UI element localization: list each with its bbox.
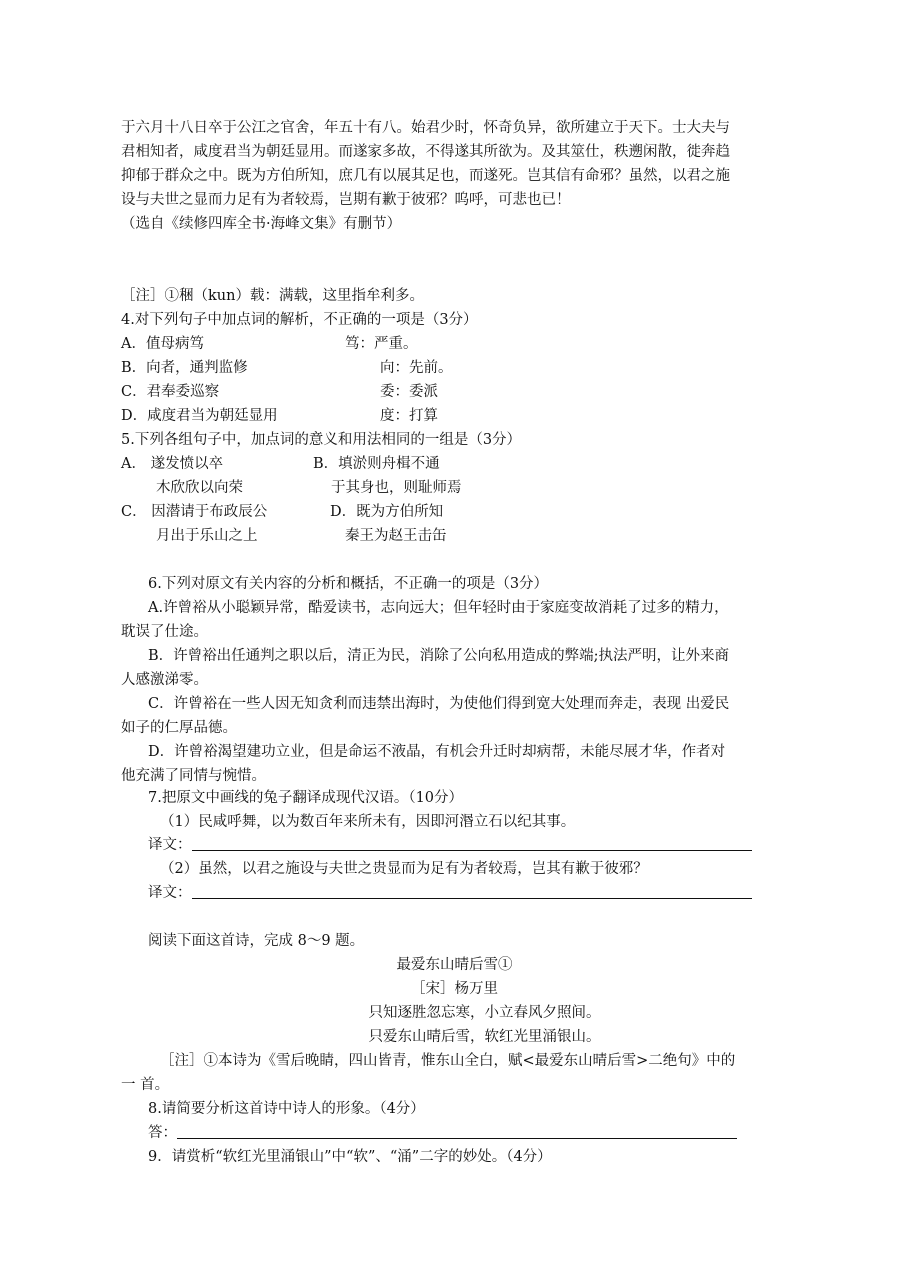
q8-answer-line[interactable]: [177, 1124, 737, 1139]
poem-note-cont: 一 首。: [121, 1077, 170, 1093]
q5-option-a-line2: 木欣欣以向荣: [156, 480, 243, 496]
q5-option-c-line1: C． 因潜请于布政辰公: [121, 504, 268, 520]
poem-title: 最爱东山晴后雪①: [396, 957, 513, 973]
q4-option-a-gloss: 笃：严重。: [345, 336, 418, 352]
passage-line: 君相知者，咸度君当为朝廷显用。而遂家多故，不得遂其所欲为。及其筮仕，秩遡闲散，徙奔趋: [121, 144, 730, 160]
question-9-stem: 9．请赏析“软红光里涌银山”中“软”、“涌”二字的妙处。（4分）: [148, 1149, 552, 1165]
q4-option-d: D．咸度君当为朝廷显用: [121, 408, 278, 424]
q7-answer-1-label: 译文：: [148, 837, 192, 853]
q7-answer-2: [148, 882, 752, 904]
q6-option-b-cont: 人感激涕零。: [121, 672, 208, 688]
q6-option-c: C．许曾裕在一些人因无知贪利而违禁出海时，为使他们得到宽大处理而奔走，表现 出爱民: [148, 696, 730, 712]
q7-sentence-2: （2）虽然，以君之施设与夫世之贵显而为足有为者较焉，岂其有歉于彼邪？: [160, 861, 648, 877]
q8-answer: [148, 1122, 737, 1144]
q6-option-c-cont: 如子的仁厚品德。: [121, 720, 237, 736]
q5-option-b-line2: 于其身也，则耻师焉: [331, 480, 462, 496]
q6-option-b: B．许曾裕出任通判之职以后，清正为民，消除了公向私用造成的弊端;执法严明，让外来商: [148, 648, 730, 664]
q6-option-a: A.许曾裕从小聪颖异常，酷爱读书，志向远大；但年轻时由于家庭变故消耗了过多的精力，: [148, 600, 729, 616]
q4-option-c: C．君奉委巡察: [121, 384, 220, 400]
q4-option-c-gloss: 委：委派: [380, 384, 438, 400]
q7-answer-2-line[interactable]: [192, 884, 752, 899]
question-4-stem: 4.对下列句子中加点词的解析，不正确的一项是（3分）: [121, 312, 478, 328]
q4-option-b: B．向者，通判监修: [121, 360, 248, 376]
question-7-stem: 7.把原文中画线的兔子翻译成现代汉语。（10分）: [148, 790, 464, 806]
q6-option-d-cont: 他充满了同情与惋惜。: [121, 768, 266, 784]
poem-author: ［宋］杨万里: [411, 981, 498, 997]
poem-intro: 阅读下面这首诗，完成 8～9 题。: [148, 933, 365, 949]
passage-line: 抑郁于群众之中。既为方伯所知，庶几有以展其足也，而遂死。岂其信有命邪？虽然，以君之施: [121, 168, 730, 184]
q6-option-a-cont: 耽误了仕途。: [121, 624, 208, 640]
q8-answer-label: 答：: [148, 1125, 177, 1141]
passage-source: （选自《续修四库全书·海峰文集》有删节）: [121, 216, 402, 232]
poem-line-1: 只知逐胜忽忘寒，小立春风夕照间。: [368, 1005, 601, 1021]
q7-sentence-1: （1）民咸呼舞，以为数百年来所未有，因即河湣立石以纪其事。: [160, 814, 576, 830]
question-5-stem: 5.下列各组句子中，加点词的意义和用法相同的一组是（3分）: [121, 432, 522, 448]
passage-note: ［注］①稇（kun）载：满载，这里指牟利多。: [121, 288, 424, 304]
q4-option-a: A．值母病笃: [121, 336, 204, 352]
q7-answer-2-label: 译文：: [148, 885, 192, 901]
question-8-stem: 8.请简要分析这首诗中诗人的形象。（4分）: [148, 1101, 425, 1117]
q5-option-d-line1: D．既为方伯所知: [330, 504, 444, 520]
q5-option-b-line1: B．填淤则舟楫不通: [313, 456, 440, 472]
q7-answer-1-line[interactable]: [192, 836, 752, 851]
q5-option-a-line1: A． 遂发愤以卒: [121, 456, 224, 472]
passage-line: 设与夫世之显而力足有为者较焉，岂期有歉于彼邪？呜呼，可悲也已！: [121, 192, 571, 208]
passage-line: 于六月十八日卒于公江之官舍，年五十有八。始君少时，怀奇负异，欲所建立于天下。士大夫与: [121, 120, 730, 136]
poem-note: ［注］①本诗为《雪后晚睛，四山皆青，惟东山全白，赋<最爱东山晴后雪>二绝句》中的: [160, 1053, 736, 1069]
q5-option-d-line2: 秦王为赵王击缶: [345, 528, 447, 544]
poem-line-2: 只爱东山晴后雪，软红光里涌银山。: [368, 1029, 601, 1045]
question-6-stem: 6.下列对原文有关内容的分析和概括，不正确一的项是（3分）: [148, 576, 549, 592]
q6-option-d: D．许曾裕渴望建功立业，但是命运不液晶，有机会升迁时却病帮，未能尽展才华，作者对: [148, 744, 726, 760]
q4-option-d-gloss: 度：打算: [380, 408, 438, 424]
q7-answer-1: [148, 834, 752, 856]
q4-option-b-gloss: 向：先前。: [380, 360, 453, 376]
q5-option-c-line2: 月出于乐山之上: [156, 528, 258, 544]
